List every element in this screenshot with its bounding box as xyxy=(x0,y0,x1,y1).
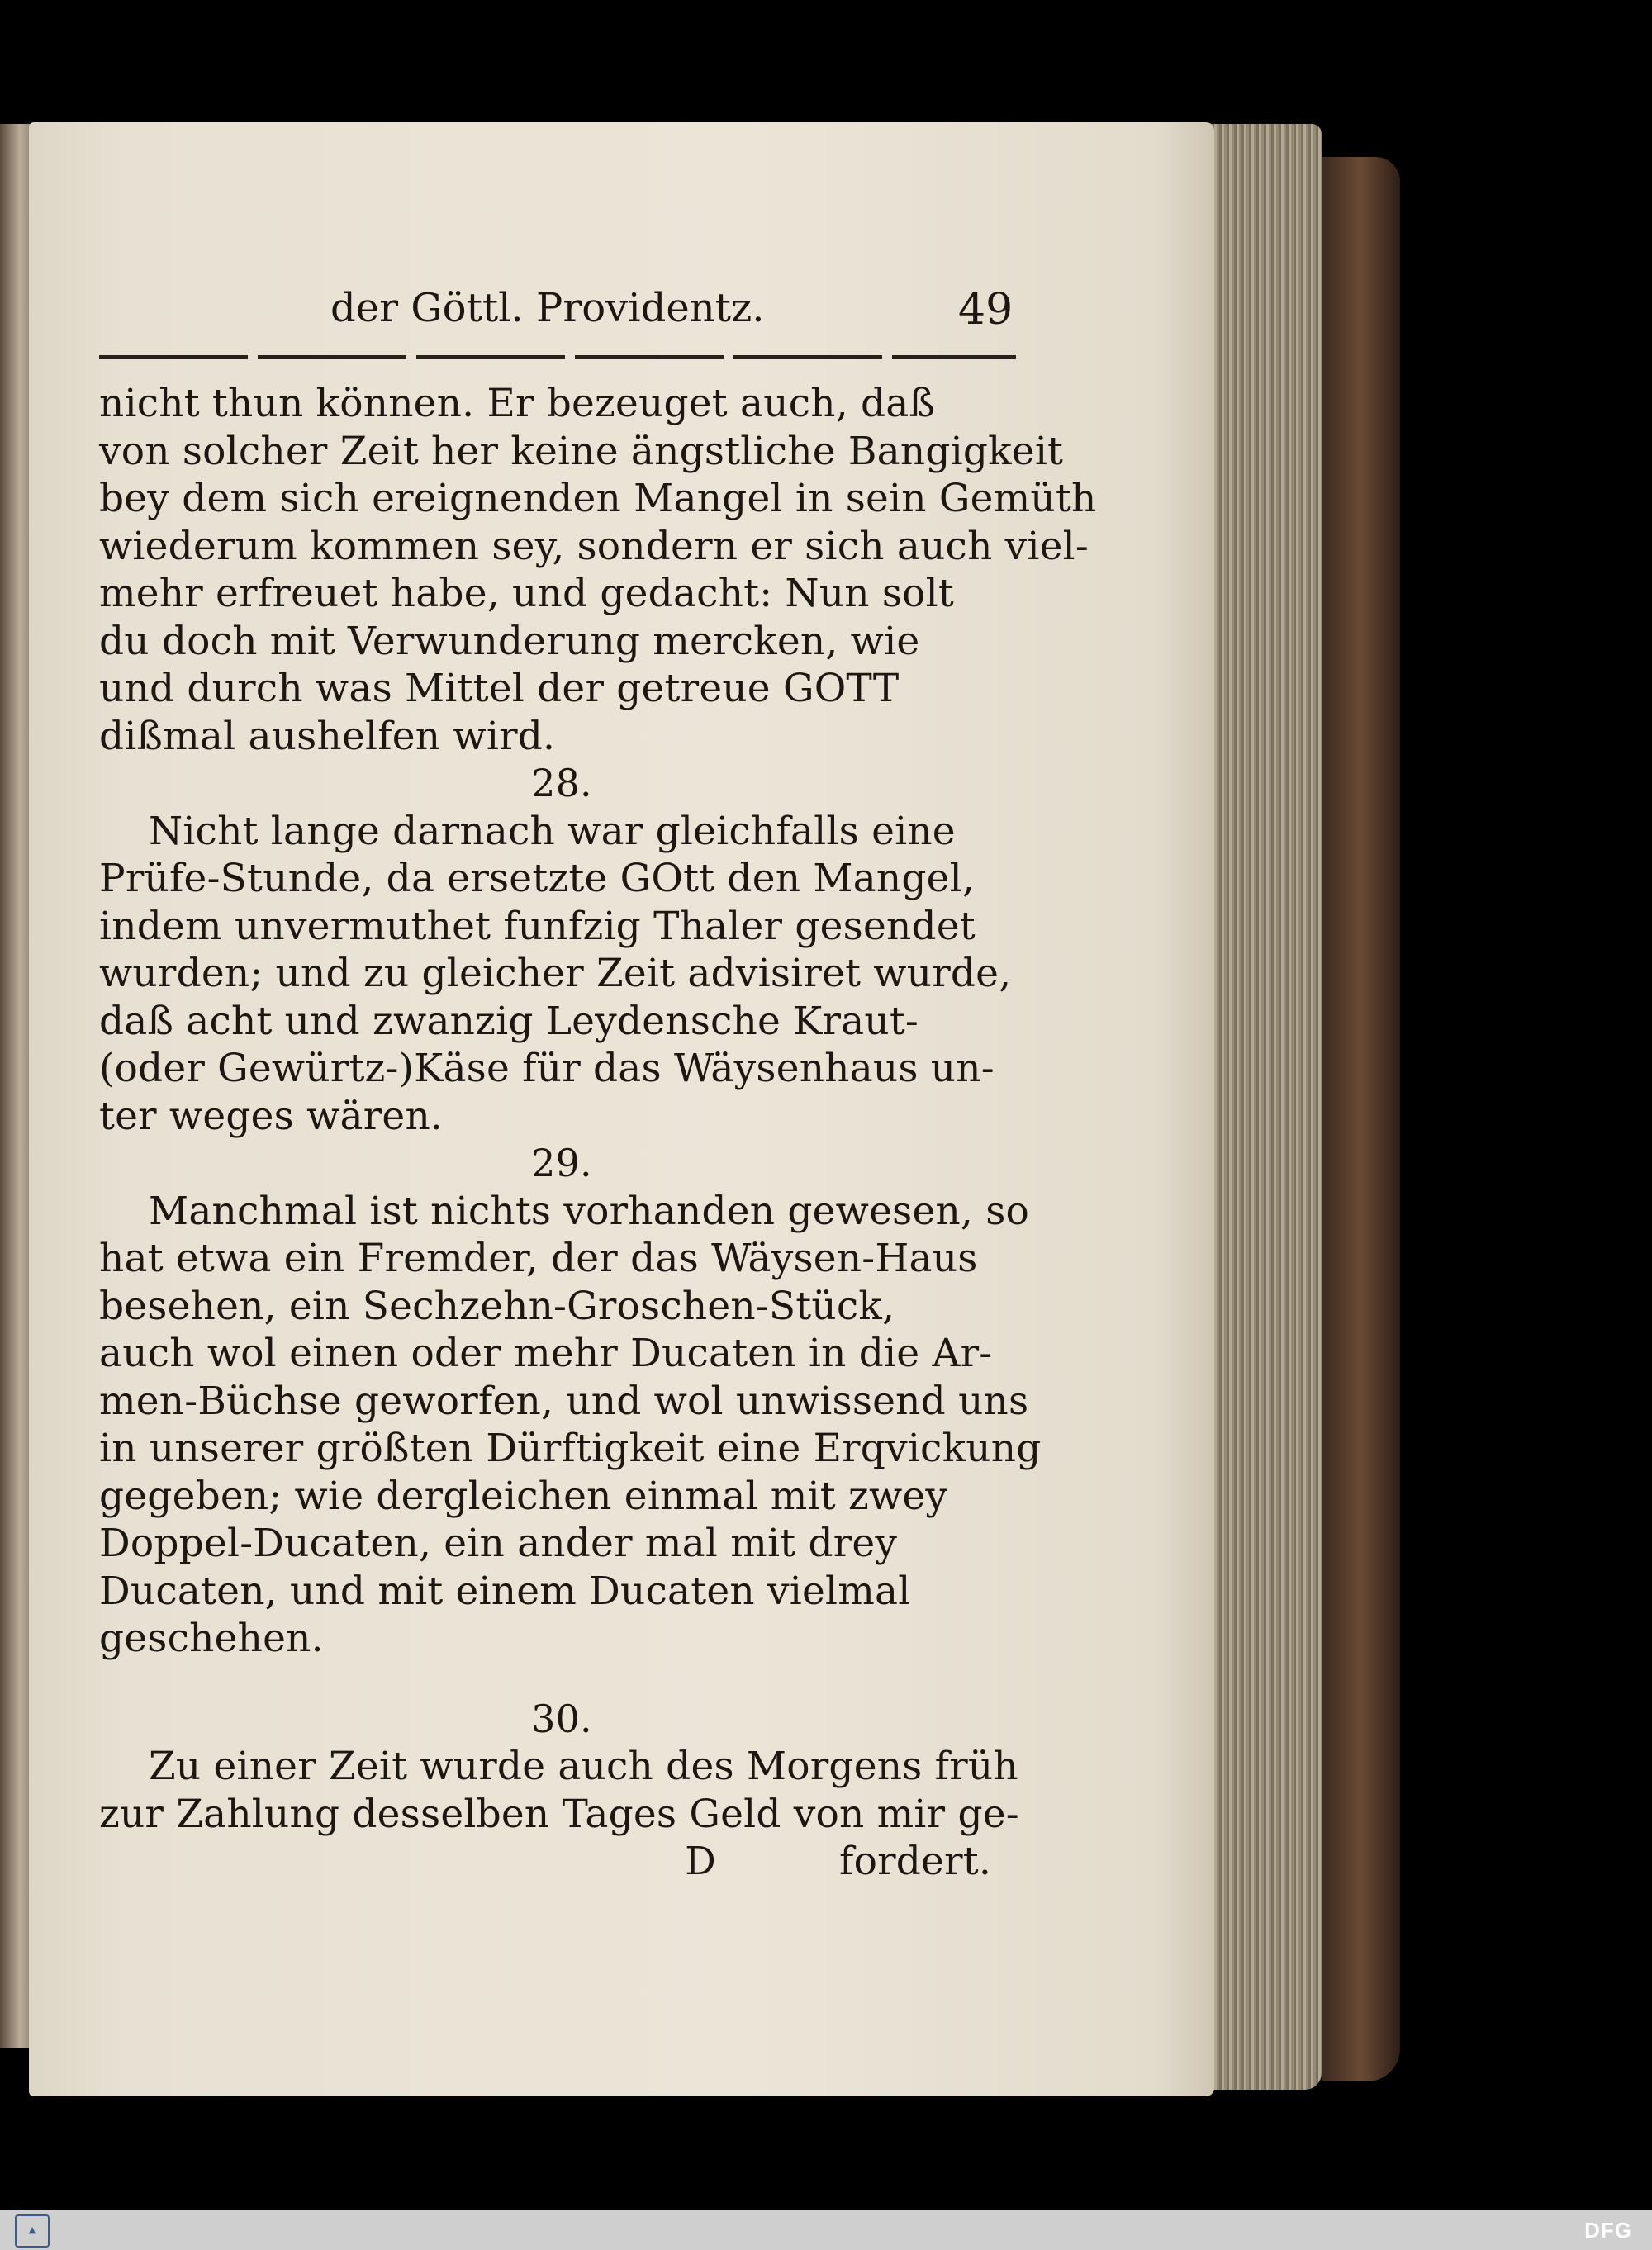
text-line: ter weges wären. xyxy=(99,1093,444,1139)
section-number: 28. xyxy=(531,761,592,805)
previous-page-edge xyxy=(0,124,33,2048)
foot-spacer xyxy=(99,1838,562,1886)
catchword: fordert. xyxy=(839,1839,991,1884)
viewer-footer-bar xyxy=(0,2210,1652,2250)
text-line: in unserer größten Dürftigkeit eine Erqvickung xyxy=(99,1426,1042,1471)
text-line: besehen, ein Sechzehn-Groschen-Stück, xyxy=(99,1283,895,1329)
text-line: Nicht lange darnach war gleichfalls eine xyxy=(149,808,956,854)
text-line: daß acht und zwanzig Leydensche Kraut- xyxy=(99,998,919,1044)
text-line: nicht thun können. Er bezeuget auch, daß xyxy=(99,381,936,426)
text-line: und durch was Mittel der getreue GOTT xyxy=(99,666,900,711)
page-body xyxy=(99,380,1097,1886)
text-line: Zu einer Zeit wurde auch des Morgens früh xyxy=(149,1744,1018,1789)
text-line: mehr erfreuet habe, und gedacht: Nun solt xyxy=(99,571,954,616)
text-line: wurden; und zu gleicher Zeit advisiret wurde, xyxy=(99,951,1012,996)
header-rule xyxy=(99,355,1016,359)
section-number: 29. xyxy=(531,1141,592,1185)
text-line: dißmal aushelfen wird. xyxy=(99,713,556,759)
text-line: Manchmal ist nichts vorhanden gewesen, so xyxy=(149,1188,1030,1234)
text-line: indem unvermuthet funfzig Thaler gesendet xyxy=(99,903,976,949)
text-line: geschehen. xyxy=(99,1616,324,1661)
running-head: der Göttl. Providentz. xyxy=(330,285,765,331)
page-foot-line xyxy=(99,1838,1024,1886)
text-line: men-Büchse geworfen, und wol unwissend uns xyxy=(99,1378,1029,1424)
text-line: Ducaten, und mit einem Ducaten vielmal xyxy=(99,1568,911,1614)
text-line: hat etwa ein Fremder, der das Wäysen-Haus xyxy=(99,1236,978,1281)
section-gap xyxy=(99,1663,1024,1696)
text-line: zur Zahlung desselben Tages Geld von mir ge- xyxy=(99,1791,1019,1837)
dfg-logo[interactable]: DFG xyxy=(1584,2218,1632,2243)
text-line: Prüfe-Stunde, da ersetzte GOtt den Mangel, xyxy=(99,856,976,901)
text-line: (oder Gewürtz-)Käse für das Wäysenhaus un- xyxy=(99,1046,995,1091)
text-line: auch wol einen oder mehr Ducaten in die Ar- xyxy=(99,1331,993,1376)
book-cover-edge xyxy=(1322,157,1400,2081)
text-line: Doppel-Ducaten, ein ander mal mit drey xyxy=(99,1521,898,1566)
text-line: bey dem sich ereignenden Mangel in sein Gemüth xyxy=(99,476,1097,521)
page-number: 49 xyxy=(958,285,1014,335)
signature-mark: D xyxy=(685,1839,716,1884)
library-logo-icon[interactable]: ▲ xyxy=(15,2214,50,2248)
text-line: wiederum kommen sey, sondern er sich auch viel- xyxy=(99,523,1089,569)
text-line: du doch mit Verwunderung mercken, wie xyxy=(99,618,920,664)
text-line: von solcher Zeit her keine ängstliche Bangigkeit xyxy=(99,428,1064,474)
section-number: 30. xyxy=(531,1696,592,1741)
text-line: gegeben; wie dergleichen einmal mit zwey xyxy=(99,1473,948,1519)
